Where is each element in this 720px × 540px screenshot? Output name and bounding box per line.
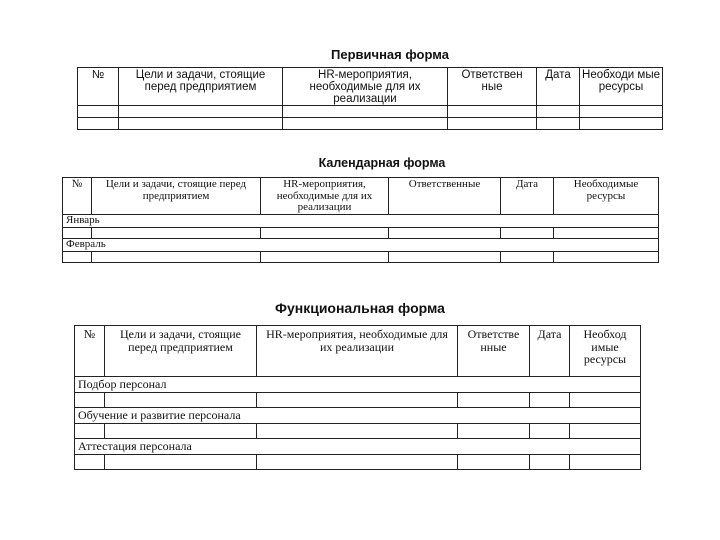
primary-form-title: Первичная форма	[331, 47, 449, 62]
table-row	[63, 251, 659, 262]
functional-form-title: Функциональная форма	[275, 300, 445, 316]
section-label-recruitment: Подбор персонал	[75, 377, 641, 393]
table-header-row	[63, 178, 659, 215]
header-goals: Цели и задачи, стоящие перед предприятием	[119, 68, 283, 106]
header-number: №	[63, 178, 92, 215]
section-row-training	[75, 408, 641, 424]
calendar-form-title: Календарная форма	[318, 156, 446, 170]
header-goals: Цели и задачи, стоящие перед предприятием	[92, 178, 261, 215]
table-header-row	[78, 68, 663, 106]
section-row-recruitment	[75, 377, 641, 393]
header-date: Дата	[537, 68, 580, 106]
calendar-form-table	[62, 177, 659, 263]
table-row	[75, 455, 641, 470]
header-responsible: Ответственные	[389, 178, 501, 215]
header-resources: Необход имые ресурсы	[570, 326, 641, 377]
header-goals: Цели и задачи, стоящие перед предприятием	[105, 326, 257, 377]
table-header-row	[75, 326, 641, 377]
table-row	[63, 227, 659, 238]
table-row	[78, 118, 663, 130]
header-hr-activities: HR-мероприятия, необходимые для их реализации	[283, 68, 448, 106]
section-row-february	[63, 238, 659, 251]
primary-form-table	[77, 67, 663, 130]
header-responsible: Ответствен ные	[448, 68, 537, 106]
section-label-february: Февраль	[63, 238, 659, 251]
header-hr-activities: HR-мероприятия, необходимые для их реализации	[261, 178, 389, 215]
header-date: Дата	[501, 178, 554, 215]
section-label-january: Январь	[63, 214, 659, 227]
header-date: Дата	[530, 326, 570, 377]
functional-form-table	[74, 325, 641, 470]
table-row	[75, 424, 641, 439]
table-row	[75, 393, 641, 408]
header-resources: Необходимые ресурсы	[554, 178, 659, 215]
header-hr-activities: HR-мероприятия, необходимые для их реализации	[257, 326, 458, 377]
header-number: №	[78, 68, 119, 106]
header-resources: Необходи мые ресурсы	[580, 68, 663, 106]
header-number: №	[75, 326, 105, 377]
section-label-training: Обучение и развитие персонала	[75, 408, 641, 424]
header-responsible: Ответстве нные	[458, 326, 530, 377]
section-row-january	[63, 214, 659, 227]
section-row-attestation	[75, 439, 641, 455]
table-row	[78, 106, 663, 118]
section-label-attestation: Аттестация персонала	[75, 439, 641, 455]
